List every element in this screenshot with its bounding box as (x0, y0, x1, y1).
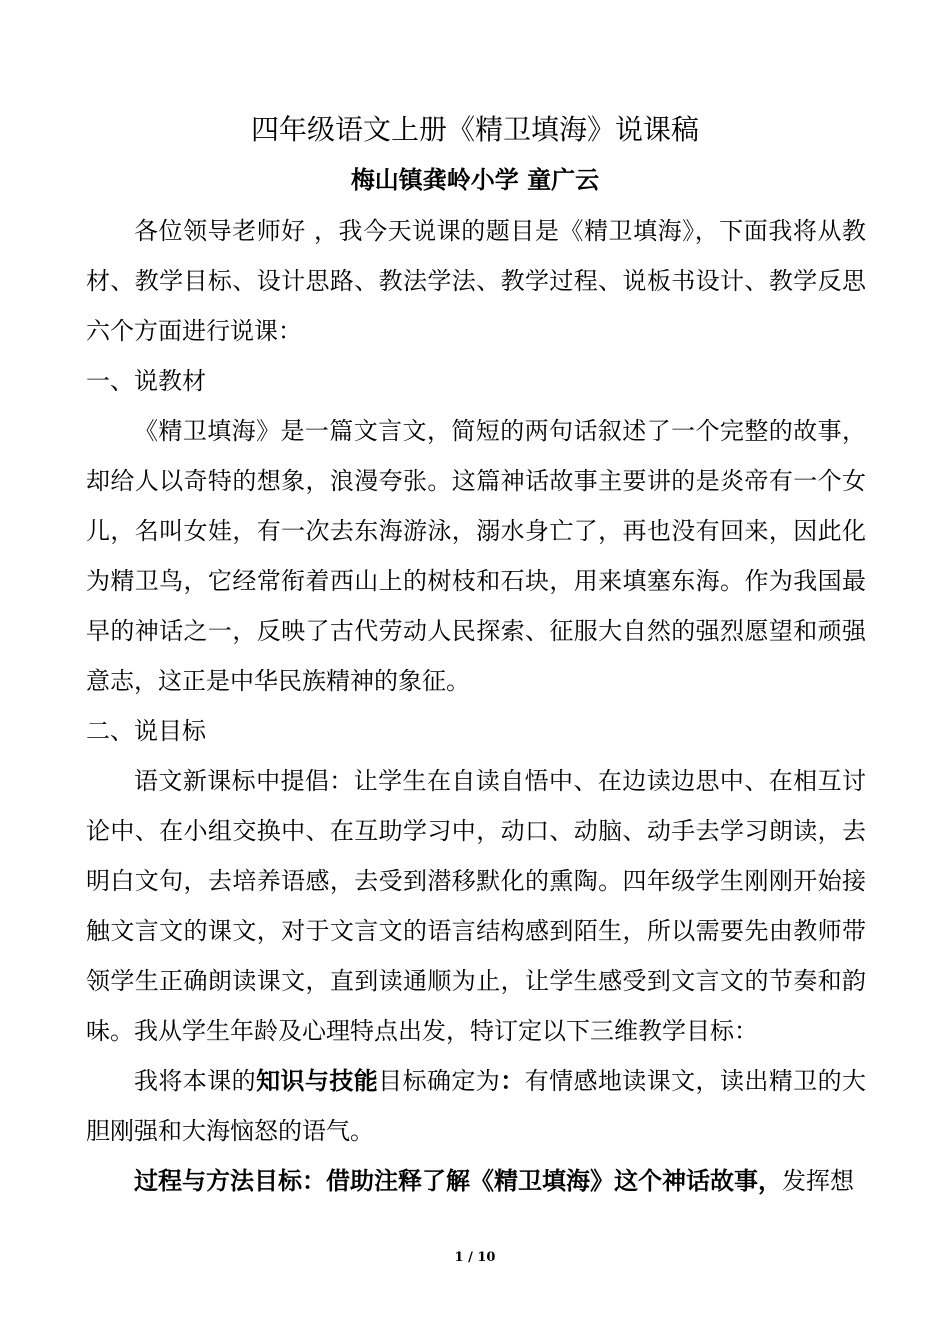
page-number: 1 / 10 (454, 1250, 496, 1265)
process-method-paragraph (86, 1156, 866, 1206)
goals-paragraph: 语文新课标中提倡：让学生在自读自悟中、在边读边思中、在相互讨论中、在小组交换中、在互助学习中，动口、动脑、动手去学习朗读，去明白文句，去培养语感，去受到潜移默化的熏陶。四年级学生刚刚开始接触文言文的课文，对于文言文的语言结构感到陌生，所以需要先由教师带领学生正确朗读课文，直到读通顺为止，让学生感受到文言文的节奏和韵味。我从学生年龄及心理特点出发，特订定以下三维教学目标： (86, 767, 866, 1045)
process-method-bold: 过程与方法目标：借助注释了解《精卫填海》这个神话故事， (134, 1167, 782, 1195)
document-body (86, 206, 866, 1206)
intro-paragraph: 各位领导老师好 ，我今天说课的题目是《精卫填海》，下面我将从教材、教学目标、设计思路、教法学法、教学过程、说板书设计、教学反思六个方面进行说课： (86, 217, 866, 345)
process-method-rest: 发挥想 (782, 1167, 854, 1195)
knowledge-mid: 目标确定为 (378, 1067, 501, 1095)
knowledge-skills-paragraph (86, 1056, 866, 1156)
document-title: 四年级语文上册《精卫填海》说课稿 (250, 113, 699, 146)
knowledge-colon: ： (500, 1067, 525, 1095)
knowledge-prefix: 我将本课的 (134, 1067, 257, 1095)
author-line: 梅山镇龚岭小学 童广云 (350, 166, 600, 194)
textbook-paragraph: 《精卫填海》是一篇文言文，简短的两句话叙述了一个完整的故事，却给人以奇特的想象，浪漫夸张。这篇神话故事主要讲的是炎帝有一个女儿，名叫女娃，有一次去东海游泳，溺水身亡了，再也没有回来，因此化为精卫鸟，它经常衔着西山上的树枝和石块，用来填塞东海。作为我国最早的神话之一，反映了古代劳动人民探索、征服大自然的强烈愿望和顽强意志，这正是中华民族精神的象征。 (86, 417, 866, 695)
section-heading-textbook: 一、说教材 (86, 367, 206, 395)
knowledge-skills-bold: 知识与技能 (256, 1067, 379, 1095)
section-heading-goals: 二、说目标 (86, 717, 206, 745)
knowledge-suffix: 有情感地读课文，读出精卫的大胆刚强和大海恼怒的语气。 (86, 1067, 867, 1145)
